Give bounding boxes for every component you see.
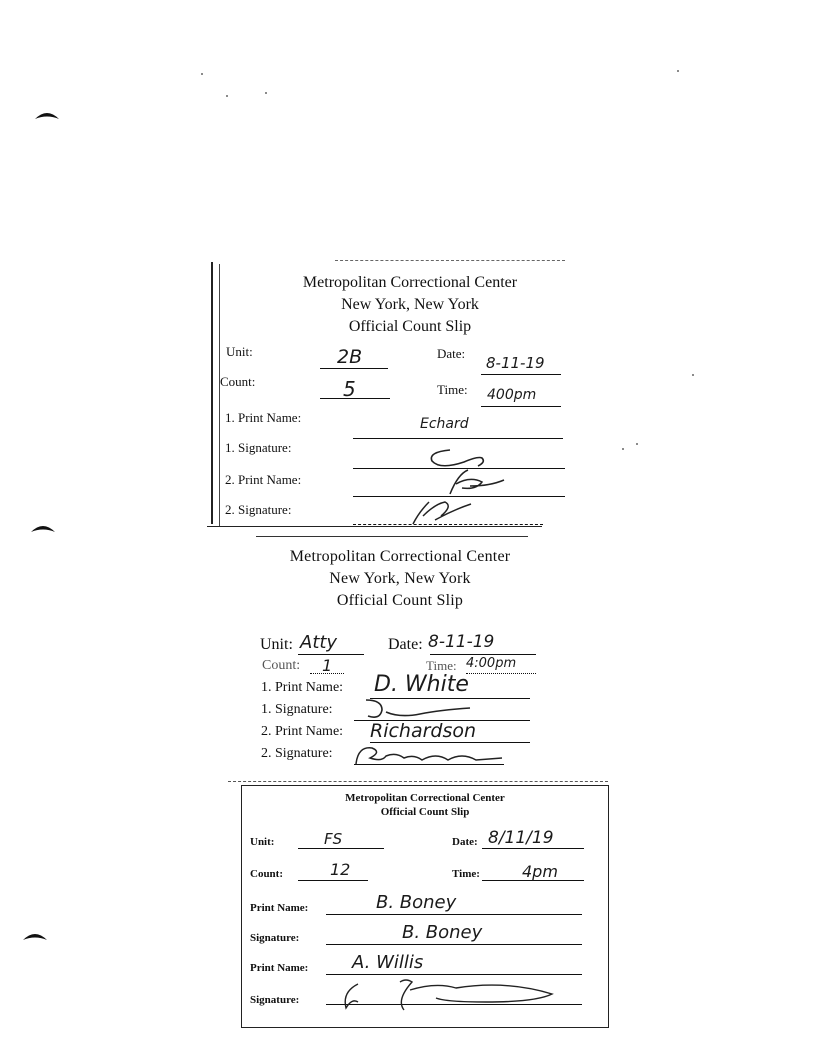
signature-1-label: 1. Signature: xyxy=(261,702,333,717)
date-label: Date: xyxy=(437,346,466,361)
signature-2-label: Signature: xyxy=(250,994,300,1006)
slip-top-edge xyxy=(256,536,528,537)
unit-line xyxy=(320,368,388,369)
scan-speck xyxy=(265,92,267,94)
unit-line xyxy=(298,848,384,849)
time-value: 4pm xyxy=(522,862,558,881)
slip-left-border xyxy=(211,262,213,524)
signature-2-label: 2. Signature: xyxy=(225,502,292,517)
form-title: Official Count Slip xyxy=(380,806,470,818)
count-value: 12 xyxy=(330,860,351,879)
unit-label: Unit: xyxy=(260,636,293,653)
signature-2-scribble xyxy=(405,494,485,528)
count-slip-2 xyxy=(250,536,550,776)
slip-top-edge xyxy=(335,260,565,262)
count-label: Count: xyxy=(262,658,301,673)
scan-speck xyxy=(677,70,679,72)
date-label: Date: xyxy=(452,836,478,848)
scan-speck xyxy=(201,73,203,75)
date-line xyxy=(430,654,536,655)
print-name-1-label: 1. Print Name: xyxy=(261,680,344,695)
facility-name: Metropolitan Correctional Center xyxy=(345,792,505,804)
count-line xyxy=(298,880,368,881)
facility-name: Metropolitan Correctional Center xyxy=(289,548,511,565)
print-name-1-label: 1. Print Name: xyxy=(225,410,302,425)
time-label: Time: xyxy=(452,868,480,880)
slip-bottom-border xyxy=(207,526,542,527)
signature-2-scribble xyxy=(352,742,512,770)
date-value: 8/11/19 xyxy=(488,828,554,848)
count-slip-1 xyxy=(215,258,575,530)
scan-speck xyxy=(226,95,228,97)
punch-hole-mark xyxy=(30,523,56,533)
unit-line xyxy=(298,654,364,655)
signature-1-value: B. Boney xyxy=(402,922,483,943)
slip-cut-line xyxy=(228,781,608,783)
date-value: 8-11-19 xyxy=(428,632,495,652)
facility-location: New York, New York xyxy=(341,296,479,313)
signature-1-line xyxy=(326,944,582,945)
count-label: Count: xyxy=(220,374,256,389)
punch-hole-mark xyxy=(34,110,60,120)
scan-speck xyxy=(622,448,624,450)
form-title: Official Count Slip xyxy=(336,592,464,609)
punch-hole-mark xyxy=(22,931,48,941)
unit-value: FS xyxy=(324,830,343,848)
date-line xyxy=(482,848,584,849)
signature-1-label: Signature: xyxy=(250,932,300,944)
count-value: 1 xyxy=(322,656,333,675)
date-line xyxy=(481,374,561,375)
print-name-1-value: B. Boney xyxy=(376,892,457,913)
print-name-1-value: Echard xyxy=(420,416,469,432)
signature-1-label: 1. Signature: xyxy=(225,440,292,455)
unit-label: Unit: xyxy=(250,836,275,848)
unit-value: 2B xyxy=(337,346,363,368)
time-line xyxy=(481,406,561,407)
print-name-2-label: 2. Print Name: xyxy=(225,472,302,487)
count-value: 5 xyxy=(343,377,356,401)
print-name-1-label: Print Name: xyxy=(250,902,309,914)
print-name-2-value: A. Willis xyxy=(352,952,424,973)
count-slip-3 xyxy=(241,785,609,1028)
signature-2-scribble xyxy=(336,976,566,1016)
signature-2-label: 2. Signature: xyxy=(261,746,333,761)
print-name-2-label: 2. Print Name: xyxy=(261,724,344,739)
print-name-1-line xyxy=(326,914,582,915)
print-name-1-line xyxy=(353,438,563,439)
print-name-2-value: Richardson xyxy=(370,720,477,742)
time-value: 4:00pm xyxy=(466,656,517,671)
count-label: Count: xyxy=(250,868,284,880)
print-name-2-label: Print Name: xyxy=(250,962,309,974)
time-value: 400pm xyxy=(487,387,537,403)
time-label: Time: xyxy=(426,658,457,673)
print-name-1-value: D. White xyxy=(374,672,469,697)
print-name-2-line xyxy=(326,974,582,975)
form-title: Official Count Slip xyxy=(348,318,472,335)
time-label: Time: xyxy=(437,382,468,397)
facility-name: Metropolitan Correctional Center xyxy=(302,274,518,291)
date-label: Date: xyxy=(388,636,423,653)
unit-value: Atty xyxy=(300,632,338,653)
unit-label: Unit: xyxy=(226,344,253,359)
time-line xyxy=(466,673,536,674)
date-value: 8-11-19 xyxy=(486,354,545,372)
scan-speck xyxy=(692,374,694,376)
facility-location: New York, New York xyxy=(329,570,471,587)
scan-speck xyxy=(636,443,638,445)
